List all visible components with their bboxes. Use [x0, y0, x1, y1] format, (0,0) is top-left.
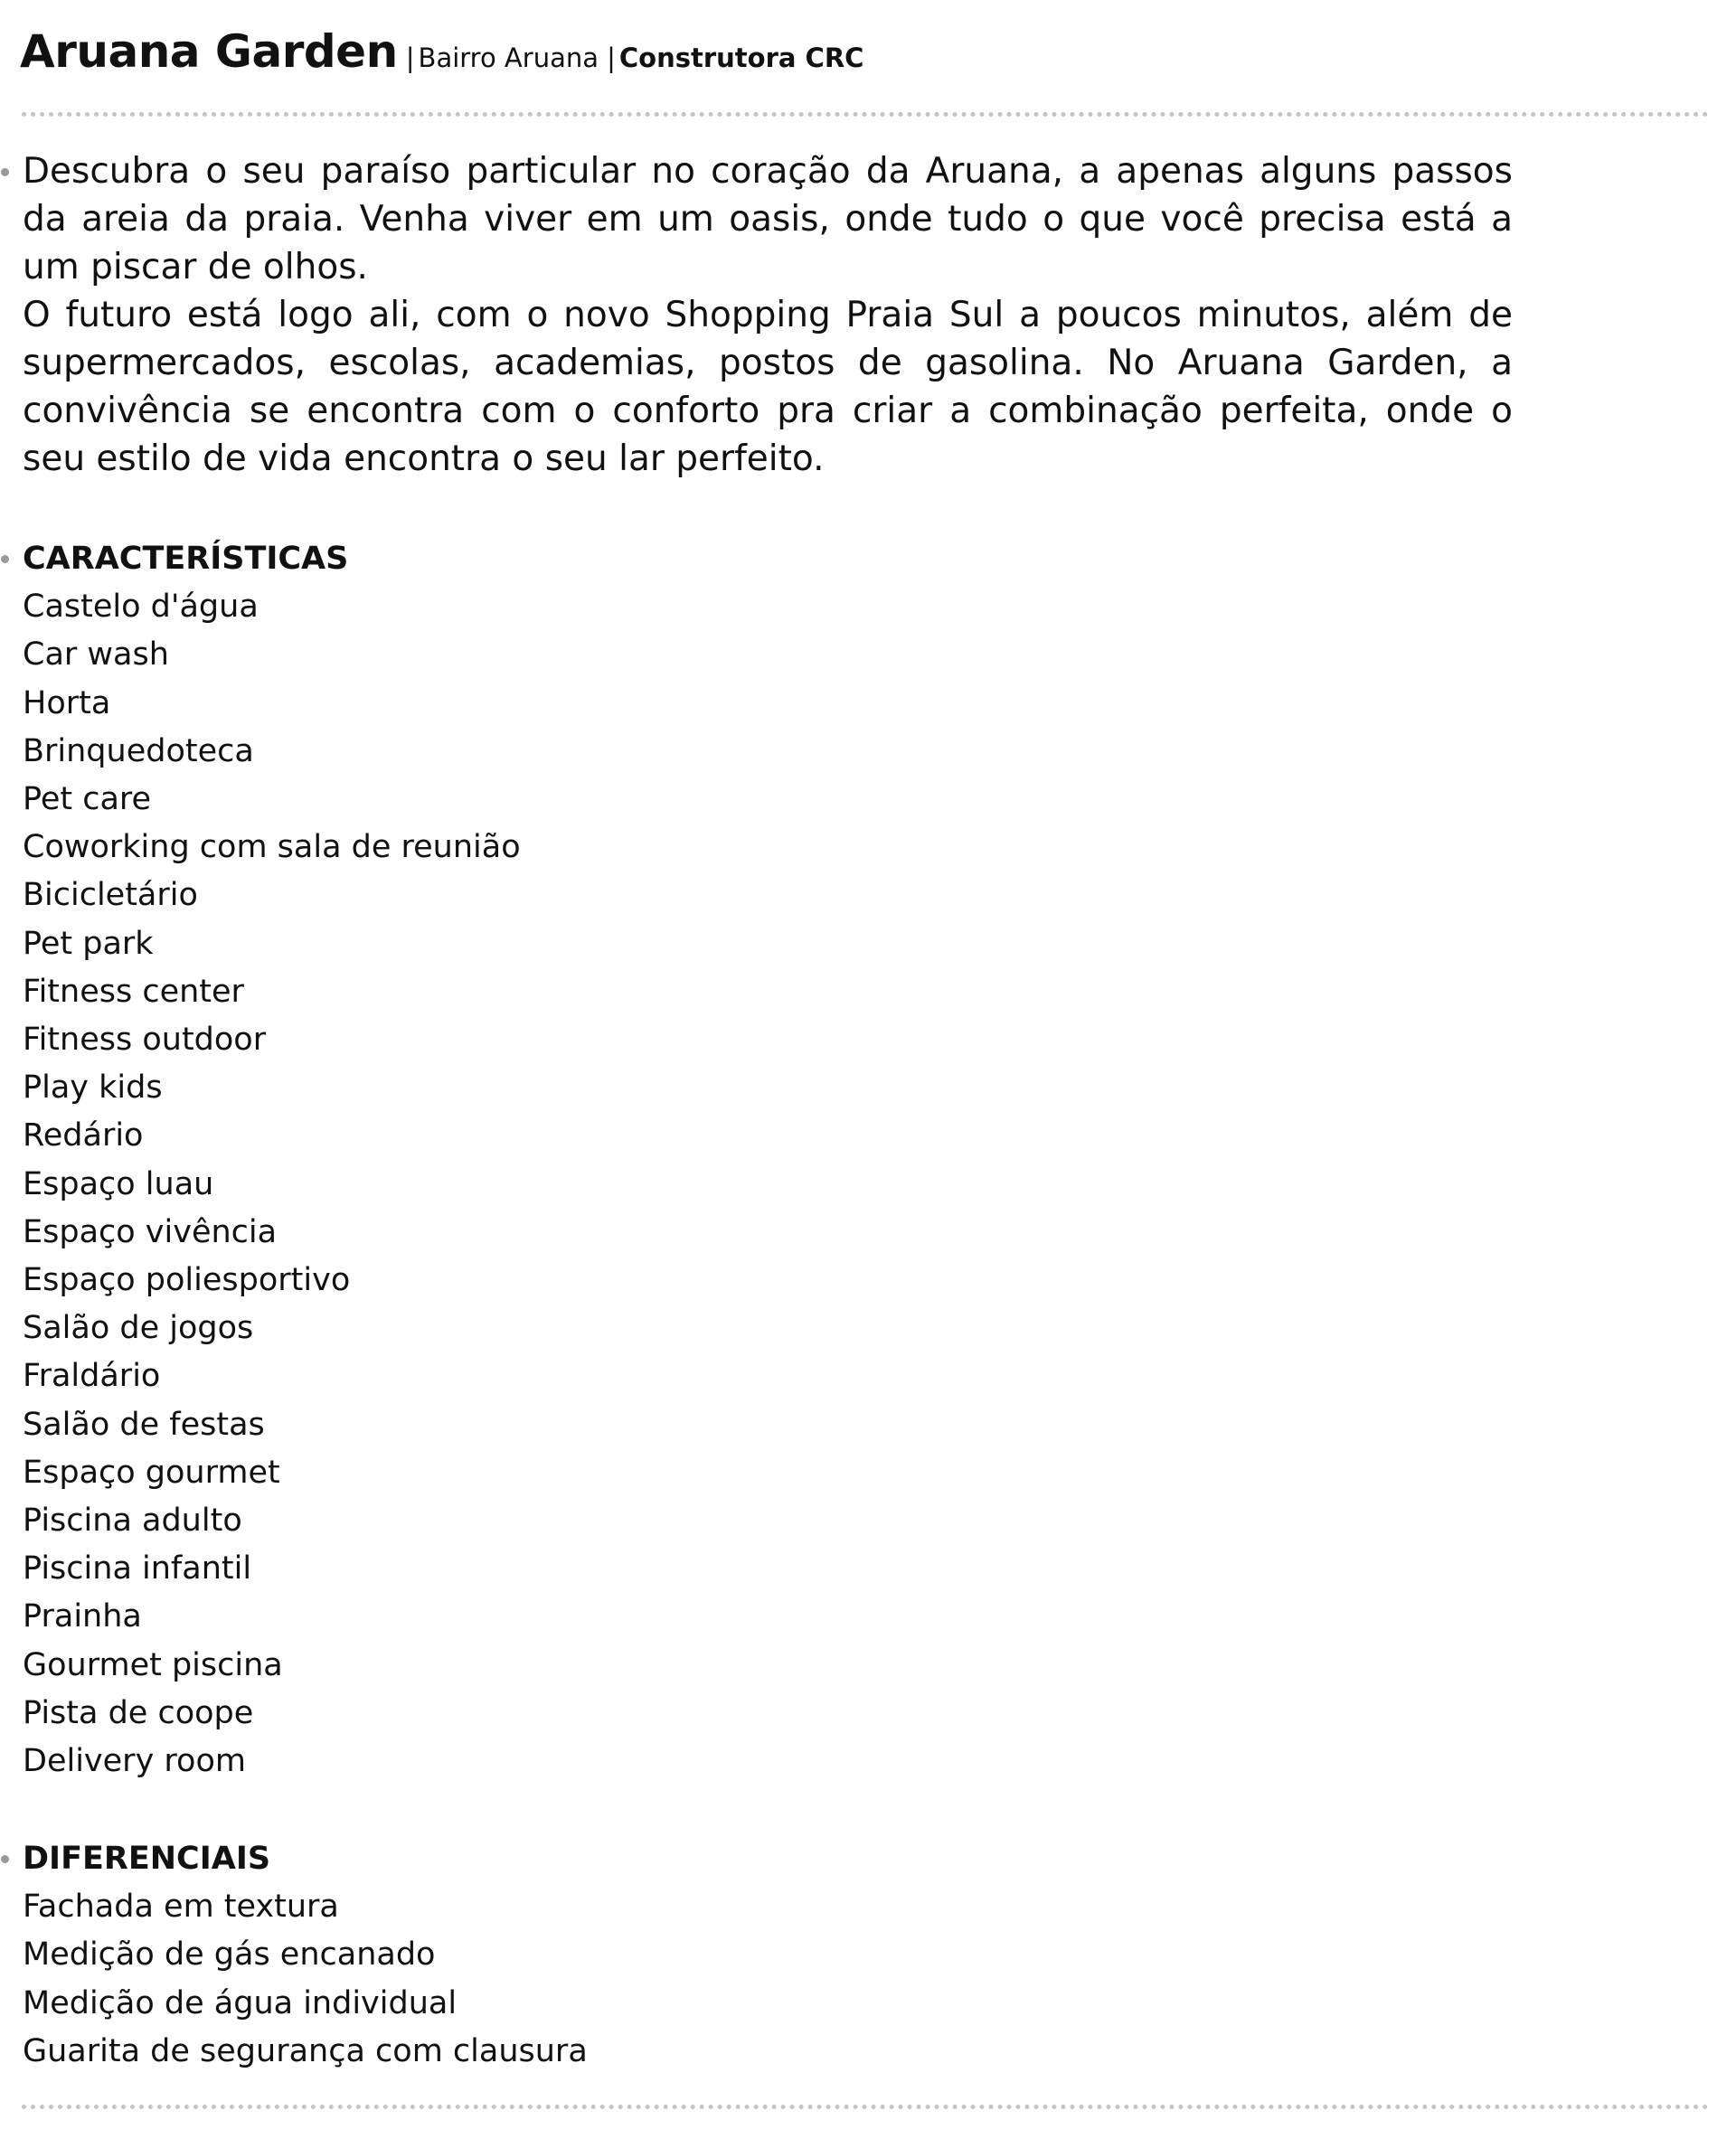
feature-item: Fraldário: [23, 1358, 161, 1395]
feature-item: Coworking com sala de reunião: [23, 829, 521, 866]
feature-item: Gourmet piscina: [23, 1646, 283, 1683]
feature-item: Espaço luau: [23, 1165, 214, 1202]
feature-item: Brinquedoteca: [23, 732, 254, 769]
differential-item: Medição de gás encanado: [23, 1936, 436, 1974]
page-title: Aruana Garden: [20, 25, 398, 78]
feature-item: Horta: [23, 684, 111, 721]
intro-paragraph-1: Descubra o seu paraíso particular no coração da Aruana, a apenas alguns passos da areia da praia. Venha viver em um oasis, onde tudo o que você precisa está a um piscar de olhos.: [23, 151, 1513, 287]
feature-item: Piscina adulto: [23, 1503, 242, 1540]
neighborhood-label: Bairro Aruana: [418, 42, 599, 73]
feature-item: Bicicletário: [23, 877, 198, 914]
bullet-icon: [1, 555, 9, 563]
intro-section: [23, 147, 1513, 483]
feature-item: Fitness outdoor: [23, 1022, 267, 1059]
differentials-heading: DIFERENCIAIS: [23, 1841, 271, 1877]
bottom-dotted-divider: [22, 2105, 1709, 2109]
page-header: [20, 25, 863, 78]
feature-item: Redário: [23, 1117, 144, 1154]
feature-item: Pista de coope: [23, 1694, 254, 1731]
features-list: [23, 583, 1513, 1785]
feature-item: Delivery room: [23, 1743, 246, 1780]
feature-item: Car wash: [23, 636, 169, 674]
feature-item: Play kids: [23, 1069, 163, 1107]
differentials-list: [23, 1883, 1513, 2076]
bullet-icon: [1, 1855, 9, 1863]
feature-item: Pet care: [23, 781, 152, 818]
features-heading: CARACTERÍSTICAS: [23, 541, 349, 577]
feature-item: Piscina infantil: [23, 1550, 252, 1587]
feature-item: Castelo d'água: [23, 589, 259, 626]
differentials-section: [23, 1835, 1513, 2076]
feature-item: Salão de jogos: [23, 1310, 254, 1347]
top-dotted-divider: [22, 112, 1709, 117]
feature-item: Espaço poliesportivo: [23, 1262, 351, 1299]
feature-item: Salão de festas: [23, 1406, 265, 1443]
feature-item: Espaço vivência: [23, 1213, 278, 1250]
company-label: Construtora CRC: [618, 42, 864, 73]
feature-item: Espaço gourmet: [23, 1454, 280, 1491]
header-separator: |: [405, 42, 415, 73]
features-section: [23, 535, 1513, 1785]
feature-item: Fitness center: [23, 973, 244, 1010]
bullet-icon: [1, 168, 9, 176]
differential-item: Guarita de segurança com clausura: [23, 2032, 588, 2069]
feature-item: Pet park: [23, 925, 154, 962]
intro-paragraph-2: O futuro está logo ali, com o novo Shopping Praia Sul a poucos minutos, além de supermercados, escolas, academias, postos de gasolina. No Aruana Garden, a convivência se encontra com o conforto pra criar a combinação perfeita, onde o seu estilo de vida encontra o seu lar perfeito.: [23, 295, 1513, 479]
feature-item: Prainha: [23, 1598, 142, 1635]
differential-item: Medição de água individual: [23, 1984, 458, 2021]
header-separator: |: [607, 42, 616, 73]
differential-item: Fachada em textura: [23, 1889, 339, 1926]
